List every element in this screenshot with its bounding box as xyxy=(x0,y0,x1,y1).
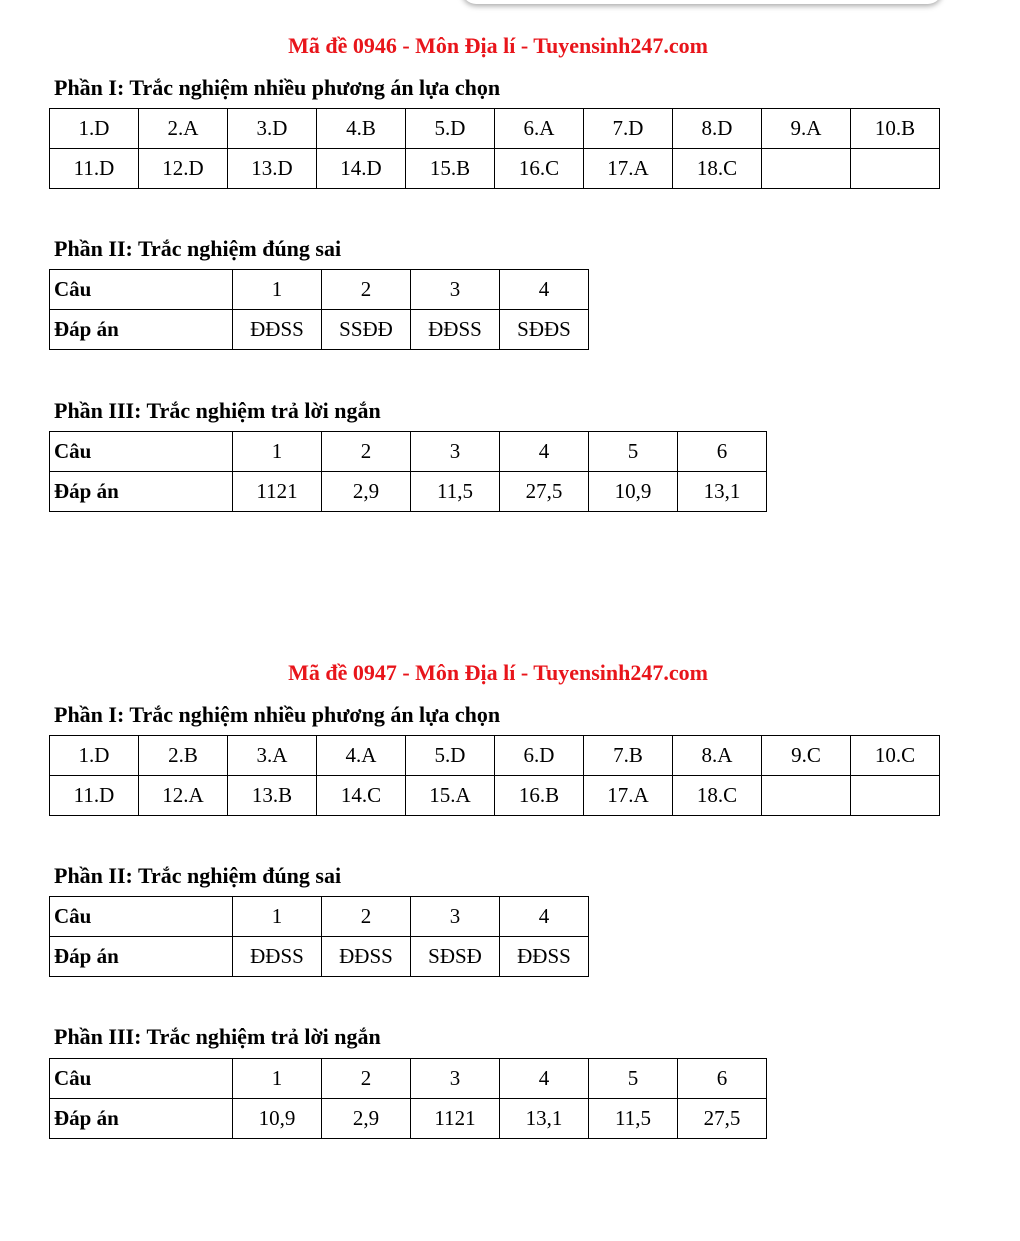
part3-title: Phần III: Trắc nghiệm trả lời ngắn xyxy=(54,1024,381,1049)
answer-cell xyxy=(762,149,851,189)
answer-cell: 4.A xyxy=(317,736,406,776)
answer-cell: 4.B xyxy=(317,109,406,149)
answer-cell: 17.A xyxy=(584,776,673,816)
question-number: 4 xyxy=(500,1059,589,1099)
answer-cell: 2,9 xyxy=(322,472,411,512)
answer-cell: 7.D xyxy=(584,109,673,149)
answer-cell: 6.A xyxy=(495,109,584,149)
answer-cell: 3.D xyxy=(228,109,317,149)
answer-cell: 8.A xyxy=(673,736,762,776)
answer-cell: 13,1 xyxy=(678,472,767,512)
part1-title: Phần I: Trắc nghiệm nhiều phương án lựa chọn xyxy=(54,75,501,100)
answer-cell: ĐĐSS xyxy=(233,937,322,977)
answer-cell: 10,9 xyxy=(589,472,678,512)
part2-title: Phần II: Trắc nghiệm đúng sai xyxy=(54,863,342,888)
answer-cell: 16.B xyxy=(495,776,584,816)
answer-cell xyxy=(851,149,940,189)
answer-cell: 11,5 xyxy=(411,472,500,512)
question-label: Câu xyxy=(50,897,233,937)
table-row xyxy=(50,310,589,350)
answer-cell: 17.A xyxy=(584,149,673,189)
answer-cell xyxy=(762,776,851,816)
question-number: 3 xyxy=(411,432,500,472)
question-number: 3 xyxy=(411,270,500,310)
part1-table xyxy=(49,108,940,189)
answer-cell: 10.C xyxy=(851,736,940,776)
part1-table xyxy=(49,735,940,816)
part3-table xyxy=(49,1058,767,1139)
question-number: 3 xyxy=(411,897,500,937)
answer-label: Đáp án xyxy=(50,937,233,977)
answer-cell: SĐĐS xyxy=(500,310,589,350)
answer-cell: 11.D xyxy=(50,776,139,816)
answer-cell: ĐĐSS xyxy=(322,937,411,977)
answer-cell: 9.C xyxy=(762,736,851,776)
exam-title: Mã đề 0947 - Môn Địa lí - Tuyensinh247.com xyxy=(288,660,708,685)
question-number: 5 xyxy=(589,1059,678,1099)
exam-title: Mã đề 0946 - Môn Địa lí - Tuyensinh247.com xyxy=(288,33,708,58)
answer-cell: 27,5 xyxy=(500,472,589,512)
table-row xyxy=(50,736,940,776)
question-number: 2 xyxy=(322,432,411,472)
answer-cell: 3.A xyxy=(228,736,317,776)
question-number: 1 xyxy=(233,1059,322,1099)
answer-cell: 12.A xyxy=(139,776,228,816)
answer-cell: 12.D xyxy=(139,149,228,189)
answer-cell: 27,5 xyxy=(678,1099,767,1139)
answer-cell: SĐSĐ xyxy=(411,937,500,977)
answer-cell: 1.D xyxy=(50,109,139,149)
answer-cell: 7.B xyxy=(584,736,673,776)
answer-cell: 2.B xyxy=(139,736,228,776)
part2-table xyxy=(49,269,589,350)
table-row xyxy=(50,1099,767,1139)
part3-table xyxy=(49,431,767,512)
table-row xyxy=(50,109,940,149)
answer-cell: 10.B xyxy=(851,109,940,149)
answer-cell: 13.D xyxy=(228,149,317,189)
question-label: Câu xyxy=(50,270,233,310)
answer-label: Đáp án xyxy=(50,310,233,350)
popup-panel-edge xyxy=(462,0,942,4)
answer-cell: 8.D xyxy=(673,109,762,149)
part1-title: Phần I: Trắc nghiệm nhiều phương án lựa chọn xyxy=(54,702,501,727)
answer-cell: SSĐĐ xyxy=(322,310,411,350)
question-number: 6 xyxy=(678,432,767,472)
question-number: 4 xyxy=(500,432,589,472)
answer-cell: 14.C xyxy=(317,776,406,816)
answer-cell: 13.B xyxy=(228,776,317,816)
answer-cell: ĐĐSS xyxy=(411,310,500,350)
table-row xyxy=(50,472,767,512)
answer-cell: ĐĐSS xyxy=(500,937,589,977)
answer-cell: 11,5 xyxy=(589,1099,678,1139)
part3-title: Phần III: Trắc nghiệm trả lời ngắn xyxy=(54,398,381,423)
question-number: 2 xyxy=(322,270,411,310)
answer-cell: 2.A xyxy=(139,109,228,149)
answer-cell: 9.A xyxy=(762,109,851,149)
question-number: 1 xyxy=(233,270,322,310)
answer-cell: 16.C xyxy=(495,149,584,189)
answer-cell: 1121 xyxy=(411,1099,500,1139)
table-row xyxy=(50,937,589,977)
answer-cell: 1121 xyxy=(233,472,322,512)
question-number: 1 xyxy=(233,897,322,937)
answer-cell: 6.D xyxy=(495,736,584,776)
answer-label: Đáp án xyxy=(50,472,233,512)
question-number: 2 xyxy=(322,897,411,937)
answer-cell: 13,1 xyxy=(500,1099,589,1139)
table-row xyxy=(50,1059,767,1099)
table-row xyxy=(50,776,940,816)
answer-cell: 5.D xyxy=(406,109,495,149)
answer-cell: 10,9 xyxy=(233,1099,322,1139)
answer-cell: 2,9 xyxy=(322,1099,411,1139)
answer-cell: 11.D xyxy=(50,149,139,189)
part2-title: Phần II: Trắc nghiệm đúng sai xyxy=(54,236,342,261)
answer-cell: 1.D xyxy=(50,736,139,776)
answer-cell: ĐĐSS xyxy=(233,310,322,350)
question-number: 3 xyxy=(411,1059,500,1099)
table-row xyxy=(50,270,589,310)
question-label: Câu xyxy=(50,1059,233,1099)
answer-cell: 5.D xyxy=(406,736,495,776)
answer-cell: 14.D xyxy=(317,149,406,189)
question-label: Câu xyxy=(50,432,233,472)
table-row xyxy=(50,897,589,937)
answer-cell: 15.A xyxy=(406,776,495,816)
answer-cell: 15.B xyxy=(406,149,495,189)
question-number: 4 xyxy=(500,897,589,937)
answer-label: Đáp án xyxy=(50,1099,233,1139)
question-number: 1 xyxy=(233,432,322,472)
part2-table xyxy=(49,896,589,977)
question-number: 6 xyxy=(678,1059,767,1099)
question-number: 2 xyxy=(322,1059,411,1099)
answer-cell: 18.C xyxy=(673,149,762,189)
answer-cell: 18.C xyxy=(673,776,762,816)
question-number: 4 xyxy=(500,270,589,310)
table-row xyxy=(50,432,767,472)
answer-cell xyxy=(851,776,940,816)
table-row xyxy=(50,149,940,189)
question-number: 5 xyxy=(589,432,678,472)
